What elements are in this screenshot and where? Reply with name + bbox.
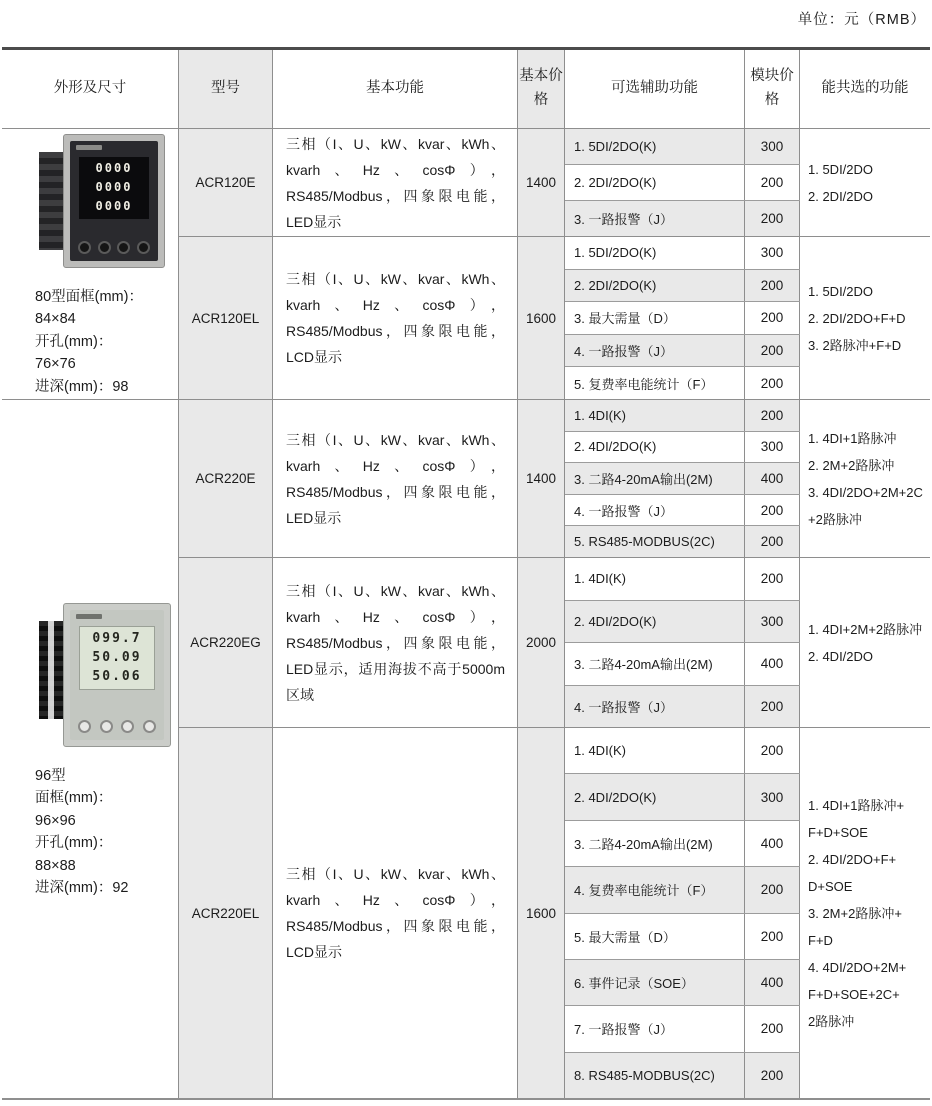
model-row: [179, 129, 930, 236]
option-label: 8. RS485-MODBUS(2C): [565, 1053, 745, 1098]
option-row: [565, 1006, 800, 1052]
option-price: 200: [745, 495, 800, 526]
basic-function-cell: [273, 558, 518, 727]
dimension-line: 84×84: [35, 311, 76, 328]
header-basic-function: 基本功能: [273, 50, 518, 128]
option-price: 200: [745, 302, 800, 334]
option-price: 200: [745, 526, 800, 557]
option-row: [565, 237, 800, 270]
dimension-line: 96型: [35, 767, 66, 784]
options-list: [565, 237, 800, 399]
option-price: 200: [745, 867, 800, 912]
table-body: [2, 129, 930, 1098]
option-price: 300: [745, 774, 800, 819]
options-list: [565, 129, 800, 236]
option-price: 200: [745, 335, 800, 367]
model-cell: ACR220EL: [179, 728, 273, 1098]
basic-function-text: 三相（I、U、kW、kvar、kWh、kvarh、Hz、cosΦ），RS485/Modbus，四象限电能，LED显示，适用海拔不高于5000m区域: [286, 582, 505, 703]
dimension-line: 进深(mm)：92: [35, 880, 129, 896]
co-select-line: 3. 4DI/2DO+2M+2C: [808, 484, 923, 500]
header-module-price: 模块价格: [745, 50, 800, 128]
model-cell: ACR120E: [179, 129, 273, 236]
option-row: [565, 686, 800, 728]
co-select-line: 1. 4DI+1路脉冲+: [808, 797, 905, 813]
option-row: [565, 867, 800, 913]
option-row: [565, 165, 800, 201]
basic-price-cell: 1600: [518, 728, 565, 1098]
meter-display-line: 0000: [95, 199, 133, 214]
option-label: 4. 一路报警（J）: [565, 686, 745, 728]
table-section: [2, 399, 930, 1098]
option-label: 4. 一路报警（J）: [565, 335, 745, 367]
basic-function-cell: [273, 728, 518, 1098]
option-label: 6. 事件记录（SOE）: [565, 960, 745, 1005]
model-cell: ACR120EL: [179, 237, 273, 399]
option-row: [565, 270, 800, 303]
option-label: 1. 4DI(K): [565, 558, 745, 600]
co-select-line: 2. 2DI/2DO+F+D: [808, 310, 906, 326]
option-label: 4. 复费率电能统计（F）: [565, 867, 745, 912]
option-row: [565, 960, 800, 1006]
option-row: [565, 821, 800, 867]
option-price: 200: [745, 1053, 800, 1098]
meter-display-line: 0000: [95, 161, 133, 176]
meter-brand-mark: [76, 614, 102, 619]
dimension-text: [35, 286, 143, 399]
option-label: 3. 一路报警（J）: [565, 201, 745, 236]
option-label: 2. 4DI/2DO(K): [565, 774, 745, 819]
option-price: 200: [745, 367, 800, 399]
meter-display-line: 50.06: [92, 669, 142, 684]
co-select-cell: [800, 558, 930, 727]
option-price: 200: [745, 270, 800, 302]
option-row: [565, 201, 800, 236]
basic-price-cell: 1400: [518, 400, 565, 557]
co-select-line: 2. 2M+2路脉冲: [808, 457, 895, 473]
option-label: 1. 5DI/2DO(K): [565, 129, 745, 164]
option-label: 5. RS485-MODBUS(2C): [565, 526, 745, 557]
dimension-line: 88×88: [35, 857, 76, 874]
co-select-line: F+D+SOE+2C+: [808, 986, 900, 1002]
option-label: 1. 5DI/2DO(K): [565, 237, 745, 269]
option-label: 2. 2DI/2DO(K): [565, 165, 745, 200]
option-row: [565, 774, 800, 820]
meter-face: [70, 610, 164, 740]
model-cell: ACR220E: [179, 400, 273, 557]
meter-face: [70, 141, 158, 261]
option-row: [565, 1053, 800, 1098]
co-select-line: 4. 4DI/2DO+2M+: [808, 959, 907, 975]
basic-function-cell: [273, 400, 518, 557]
meter-photo: [37, 130, 165, 270]
model-row: [179, 727, 930, 1098]
option-price: 200: [745, 1006, 800, 1051]
basic-function-text: 三相（I、U、kW、kvar、kWh、kvarh、Hz、cosΦ），RS485/Modbus，四象限电能，LED显示: [286, 431, 505, 526]
option-label: 5. 最大需量（D）: [565, 914, 745, 959]
option-row: [565, 400, 800, 432]
option-row: [565, 643, 800, 686]
dimension-line: 96×96: [35, 812, 76, 829]
meter-display-screen: [79, 157, 149, 219]
dimension-line: 80型面框(mm)：: [35, 288, 143, 305]
basic-price-cell: 1600: [518, 237, 565, 399]
meter-photo: [37, 599, 173, 749]
header-optional-functions: 可选辅助功能: [565, 50, 745, 128]
option-price: 300: [745, 129, 800, 164]
product-table: [2, 47, 930, 1100]
option-label: 3. 二路4-20mA输出(2M): [565, 643, 745, 685]
basic-price-cell: 2000: [518, 558, 565, 727]
co-select-line: 1. 4DI+2M+2路脉冲: [808, 621, 923, 637]
co-select-line: F+D+SOE: [808, 824, 868, 840]
shape-cell: [2, 400, 179, 1098]
co-select-line: 2. 4DI/2DO+F+: [808, 851, 897, 867]
options-list: [565, 728, 800, 1098]
options-list: [565, 400, 800, 557]
co-select-cell: [800, 237, 930, 399]
option-price: 300: [745, 601, 800, 643]
co-select-cell: [800, 129, 930, 236]
co-select-line: 1. 5DI/2DO: [808, 283, 874, 299]
meter-display-line: 0000: [95, 180, 133, 195]
option-row: [565, 335, 800, 368]
meter-buttons: [78, 720, 156, 733]
dimension-text: [35, 765, 128, 900]
option-price: 300: [745, 237, 800, 269]
meter-display-line: 099.7: [92, 631, 142, 646]
co-select-line: D+SOE: [808, 878, 853, 894]
dimension-line: 进深(mm)：98: [35, 378, 129, 395]
option-label: 7. 一路报警（J）: [565, 1006, 745, 1051]
section-models: [179, 400, 930, 1098]
option-label: 4. 一路报警（J）: [565, 495, 745, 526]
dimension-line: 开孔(mm)：: [35, 333, 113, 350]
option-row: [565, 728, 800, 774]
co-select-line: 3. 2M+2路脉冲+: [808, 905, 902, 921]
co-select-line: 1. 4DI+1路脉冲: [808, 430, 897, 446]
header-shape-dimensions: 外形及尺寸: [2, 50, 179, 128]
co-select-line: 2. 4DI/2DO: [808, 648, 874, 664]
section-models: [179, 129, 930, 399]
option-price: 200: [745, 686, 800, 728]
option-row: [565, 601, 800, 644]
co-select-line: 2路脉冲: [808, 1013, 855, 1029]
option-label: 3. 二路4-20mA输出(2M): [565, 821, 745, 866]
option-price: 200: [745, 201, 800, 236]
basic-price-cell: 1400: [518, 129, 565, 236]
option-label: 3. 最大需量（D）: [565, 302, 745, 334]
option-row: [565, 367, 800, 399]
option-label: 2. 2DI/2DO(K): [565, 270, 745, 302]
co-select-cell: [800, 728, 930, 1098]
header-model: 型号: [179, 50, 273, 128]
option-row: [565, 558, 800, 601]
co-select-line: +2路脉冲: [808, 511, 862, 527]
co-select-line: 3. 2路脉冲+F+D: [808, 337, 902, 353]
meter-buttons: [78, 241, 150, 254]
option-price: 400: [745, 821, 800, 866]
option-label: 2. 4DI/2DO(K): [565, 432, 745, 463]
basic-function-text: 三相（I、U、kW、kvar、kWh、kvarh、Hz、cosΦ），RS485/Modbus，四象限电能，LCD显示: [286, 866, 505, 960]
option-row: [565, 432, 800, 464]
option-label: 1. 4DI(K): [565, 400, 745, 431]
meter-bezel: [63, 603, 171, 747]
shape-cell: [2, 129, 179, 399]
option-row: [565, 463, 800, 495]
table-header-row: [2, 50, 930, 129]
meter-display-line: 50.09: [92, 650, 142, 665]
header-co-selectable: 能共选的功能: [821, 80, 909, 97]
option-label: 5. 复费率电能统计（F）: [565, 367, 745, 399]
co-select-line: 1. 5DI/2DO: [808, 161, 874, 177]
model-row: [179, 400, 930, 557]
header-basic-price: 基本价格: [518, 50, 565, 128]
option-row: [565, 129, 800, 165]
option-row: [565, 526, 800, 557]
dimension-line: 76×76: [35, 356, 76, 373]
option-row: [565, 495, 800, 527]
meter-bezel: [63, 134, 165, 268]
table-section: [2, 129, 930, 399]
option-price: 200: [745, 558, 800, 600]
option-label: 2. 4DI/2DO(K): [565, 601, 745, 643]
basic-function-cell: [273, 237, 518, 399]
model-row: [179, 557, 930, 727]
co-select-line: F+D: [808, 932, 833, 948]
option-row: [565, 302, 800, 335]
option-label: 1. 4DI(K): [565, 728, 745, 773]
dimension-line: 开孔(mm)：: [35, 835, 113, 851]
option-price: 300: [745, 432, 800, 463]
options-list: [565, 558, 800, 727]
option-price: 400: [745, 463, 800, 494]
unit-label: 单位：元（RMB）: [797, 12, 926, 28]
dimension-line: 面框(mm)：: [35, 790, 113, 806]
co-select-cell: [800, 400, 930, 557]
model-cell: ACR220EG: [179, 558, 273, 727]
basic-function-cell: [273, 129, 518, 236]
option-row: [565, 914, 800, 960]
option-price: 200: [745, 400, 800, 431]
option-label: 3. 二路4-20mA输出(2M): [565, 463, 745, 494]
option-price: 400: [745, 643, 800, 685]
option-price: 200: [745, 165, 800, 200]
option-price: 200: [745, 914, 800, 959]
co-select-line: 2. 2DI/2DO: [808, 188, 874, 204]
meter-display-screen: [79, 626, 155, 690]
option-price: 400: [745, 960, 800, 1005]
basic-function-text: 三相（I、U、kW、kvar、kWh、kvarh、Hz、cosΦ），RS485/Modbus，四象限电能，LED显示: [286, 135, 505, 230]
option-price: 200: [745, 728, 800, 773]
basic-function-text: 三相（I、U、kW、kvar、kWh、kvarh、Hz、cosΦ），RS485/Modbus，四象限电能，LCD显示: [286, 271, 505, 365]
meter-brand-mark: [76, 145, 102, 150]
model-row: [179, 236, 930, 399]
